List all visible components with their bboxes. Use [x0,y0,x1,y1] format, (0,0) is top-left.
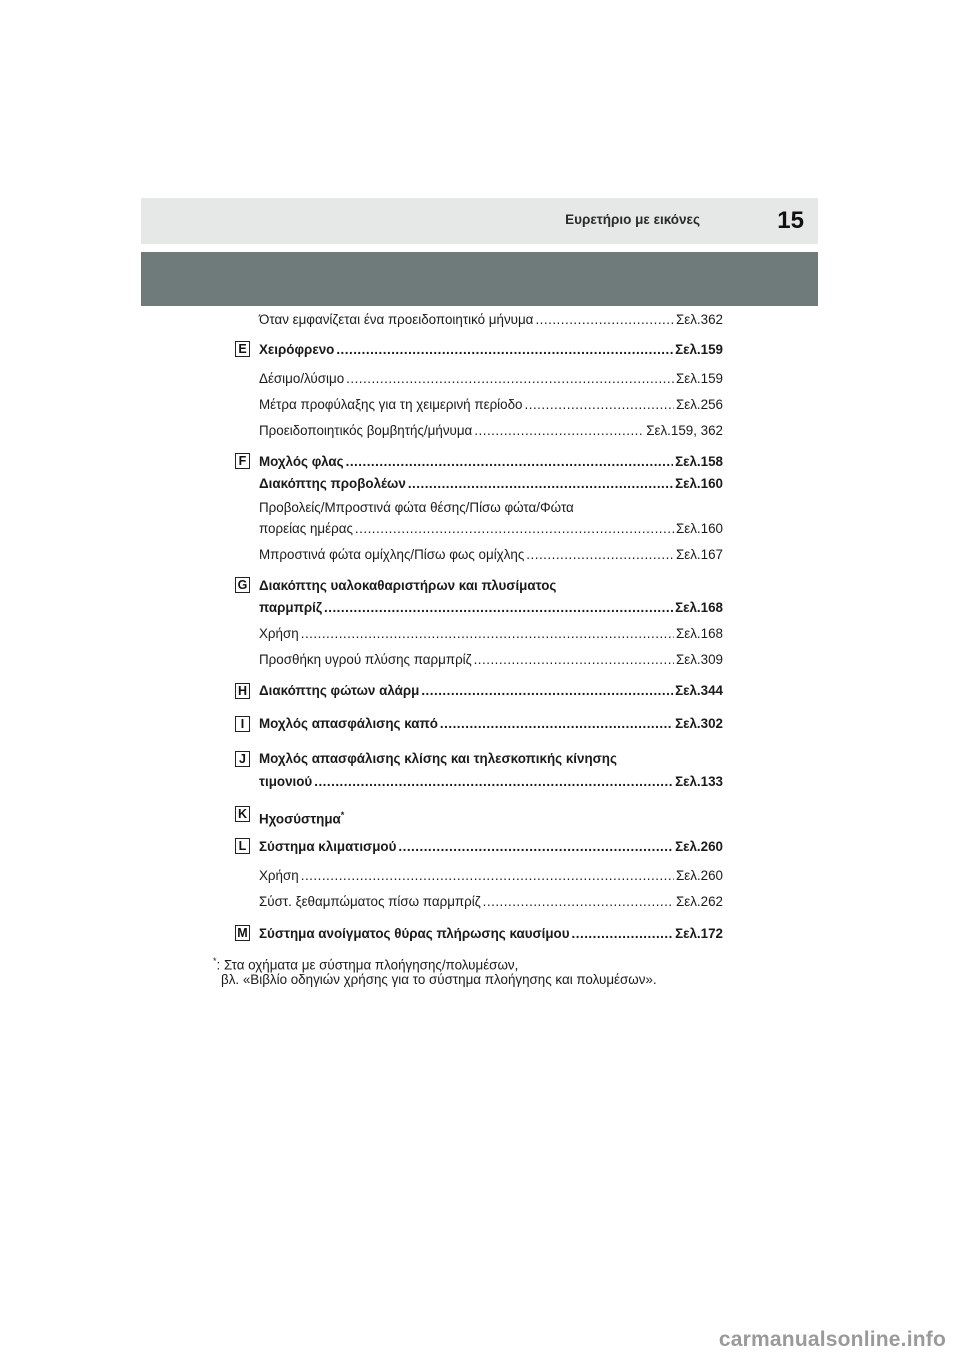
entry-label: Μοχλός φλας [259,454,344,469]
section-letter-box: E [235,341,250,357]
section-letter-box: H [235,683,250,699]
leader-dots [301,625,674,643]
leader-dots [314,773,673,791]
leader-dots [346,453,673,471]
index-entry [259,925,723,943]
section-letter-box: G [235,577,250,593]
entry-label-line: Διακόπτης υαλοκαθαριστήρων και πλυσίματος [259,578,557,593]
entry-page: Σελ.260 [675,839,723,854]
entry-label: Χρήση [259,868,299,883]
index-entry [259,682,723,700]
entry-page: Σελ.344 [675,683,723,698]
leader-dots [535,311,674,329]
entry-label: Σύστ. ξεθαμπώματος πίσω παρμπρίζ [259,894,481,909]
entry-label: Χρήση [259,626,299,641]
index-entry [259,625,723,643]
index-entry [259,370,723,388]
index-entry [259,838,723,856]
leader-dots [572,925,674,943]
entry-page: Σελ.172 [675,926,723,941]
index-entry [259,422,723,440]
entry-label-line [259,806,344,828]
entry-label: Προσθήκη υγρού πλύσης παρμπρίζ [259,652,472,667]
watermark: carmanualsonline.info [718,1328,946,1351]
leader-dots [525,396,674,414]
entry-page: Σελ.256 [675,397,723,412]
section-letter-box: J [235,751,250,767]
leader-dots [526,546,674,564]
index-entry [259,396,723,414]
leader-dots [355,520,674,538]
entry-label: Ηχοσύστημα [259,811,341,827]
section-letter-box: K [235,806,250,822]
entry-label: Μπροστινά φώτα ομίχλης/Πίσω φως ομίχλης [259,547,525,562]
index-entry [259,341,723,359]
footnote-line-1: : Στα οχήματα με σύστημα πλοήγησης/πολυμέσων, [216,957,519,973]
index-entry [259,453,723,471]
entry-label: πορείας ημέρας [259,521,353,536]
section-letter-box: F [235,453,250,469]
footnote-marker: * [340,810,345,820]
entry-page: Σελ.168 [675,626,723,641]
index-entry [259,773,723,791]
entry-label: Δέσιμο/λύσιμο [259,371,345,386]
entry-page: Σελ.167 [675,547,723,562]
entry-label-line: Προβολείς/Μπροστινά φώτα θέσης/Πίσω φώτα/Φώτα [259,500,574,515]
entry-page: Σελ.160 [675,521,723,536]
entry-page: Σελ.159 [675,371,723,386]
entry-page: Σελ.262 [675,894,723,909]
index-entry [259,311,723,329]
entry-page: Σελ.302 [675,716,723,731]
footnote-line-2: βλ. «Βιβλίο οδηγιών χρήσης για το σύστημα πλοήγησης και πολυμέσων». [221,972,657,987]
entry-page: Σελ.133 [675,774,723,789]
leader-dots [421,682,673,700]
entry-page: Σελ.168 [675,600,723,615]
leader-dots [474,422,644,440]
entry-label: Διακόπτης φώτων αλάρμ [259,683,420,698]
index-entry [259,599,723,617]
footnote [221,971,657,989]
leader-dots [301,867,674,885]
section-letter-box: I [235,716,250,732]
leader-dots [474,651,674,669]
index-entry [259,520,723,538]
entry-label-line: Μοχλός απασφάλισης κλίσης και τηλεσκοπικής κίνησης [259,751,617,766]
leader-dots [398,838,673,856]
index-entry [259,475,723,493]
entry-label: Χειρόφρενο [259,342,335,357]
entry-page: Σελ.159, 362 [646,423,723,438]
entry-label: Διακόπτης προβολέων [259,476,406,491]
entry-label: Σύστημα κλιματισμού [259,839,397,854]
footnote-marker: * [213,956,217,966]
leader-dots [324,599,673,617]
leader-dots [440,715,673,733]
index-entry [259,651,723,669]
entry-label: Προειδοποιητικός βομβητής/μήνυμα [259,423,473,438]
entry-page: Σελ.159 [675,342,723,357]
page-number: 15 [777,207,804,234]
section-title: Ευρετήριο με εικόνες [565,212,700,227]
leader-dots [346,370,674,388]
entry-label: παρμπρίζ [259,600,323,615]
entry-page: Σελ.362 [675,312,723,327]
entry-label: Σύστημα ανοίγματος θύρας πλήρωσης καυσίμου [259,926,570,941]
section-letter-box: L [235,838,250,854]
index-entry [259,546,723,564]
leader-dots [408,475,673,493]
entry-label: Μέτρα προφύλαξης για τη χειμερινή περίοδο [259,397,523,412]
index-entry [259,867,723,885]
index-entry [259,893,723,911]
entry-label: Μοχλός απασφάλισης καπό [259,716,438,731]
index-entry [259,715,723,733]
entry-page: Σελ.160 [675,476,723,491]
entry-page: Σελ.158 [675,454,723,469]
entry-label: τιμονιού [259,774,313,789]
entry-page: Σελ.260 [675,868,723,883]
entry-label: Όταν εμφανίζεται ένα προειδοποιητικό μήνυμα [259,312,534,327]
leader-dots [483,893,674,911]
entry-page: Σελ.309 [675,652,723,667]
leader-dots [336,341,673,359]
section-letter-box: M [235,925,250,941]
